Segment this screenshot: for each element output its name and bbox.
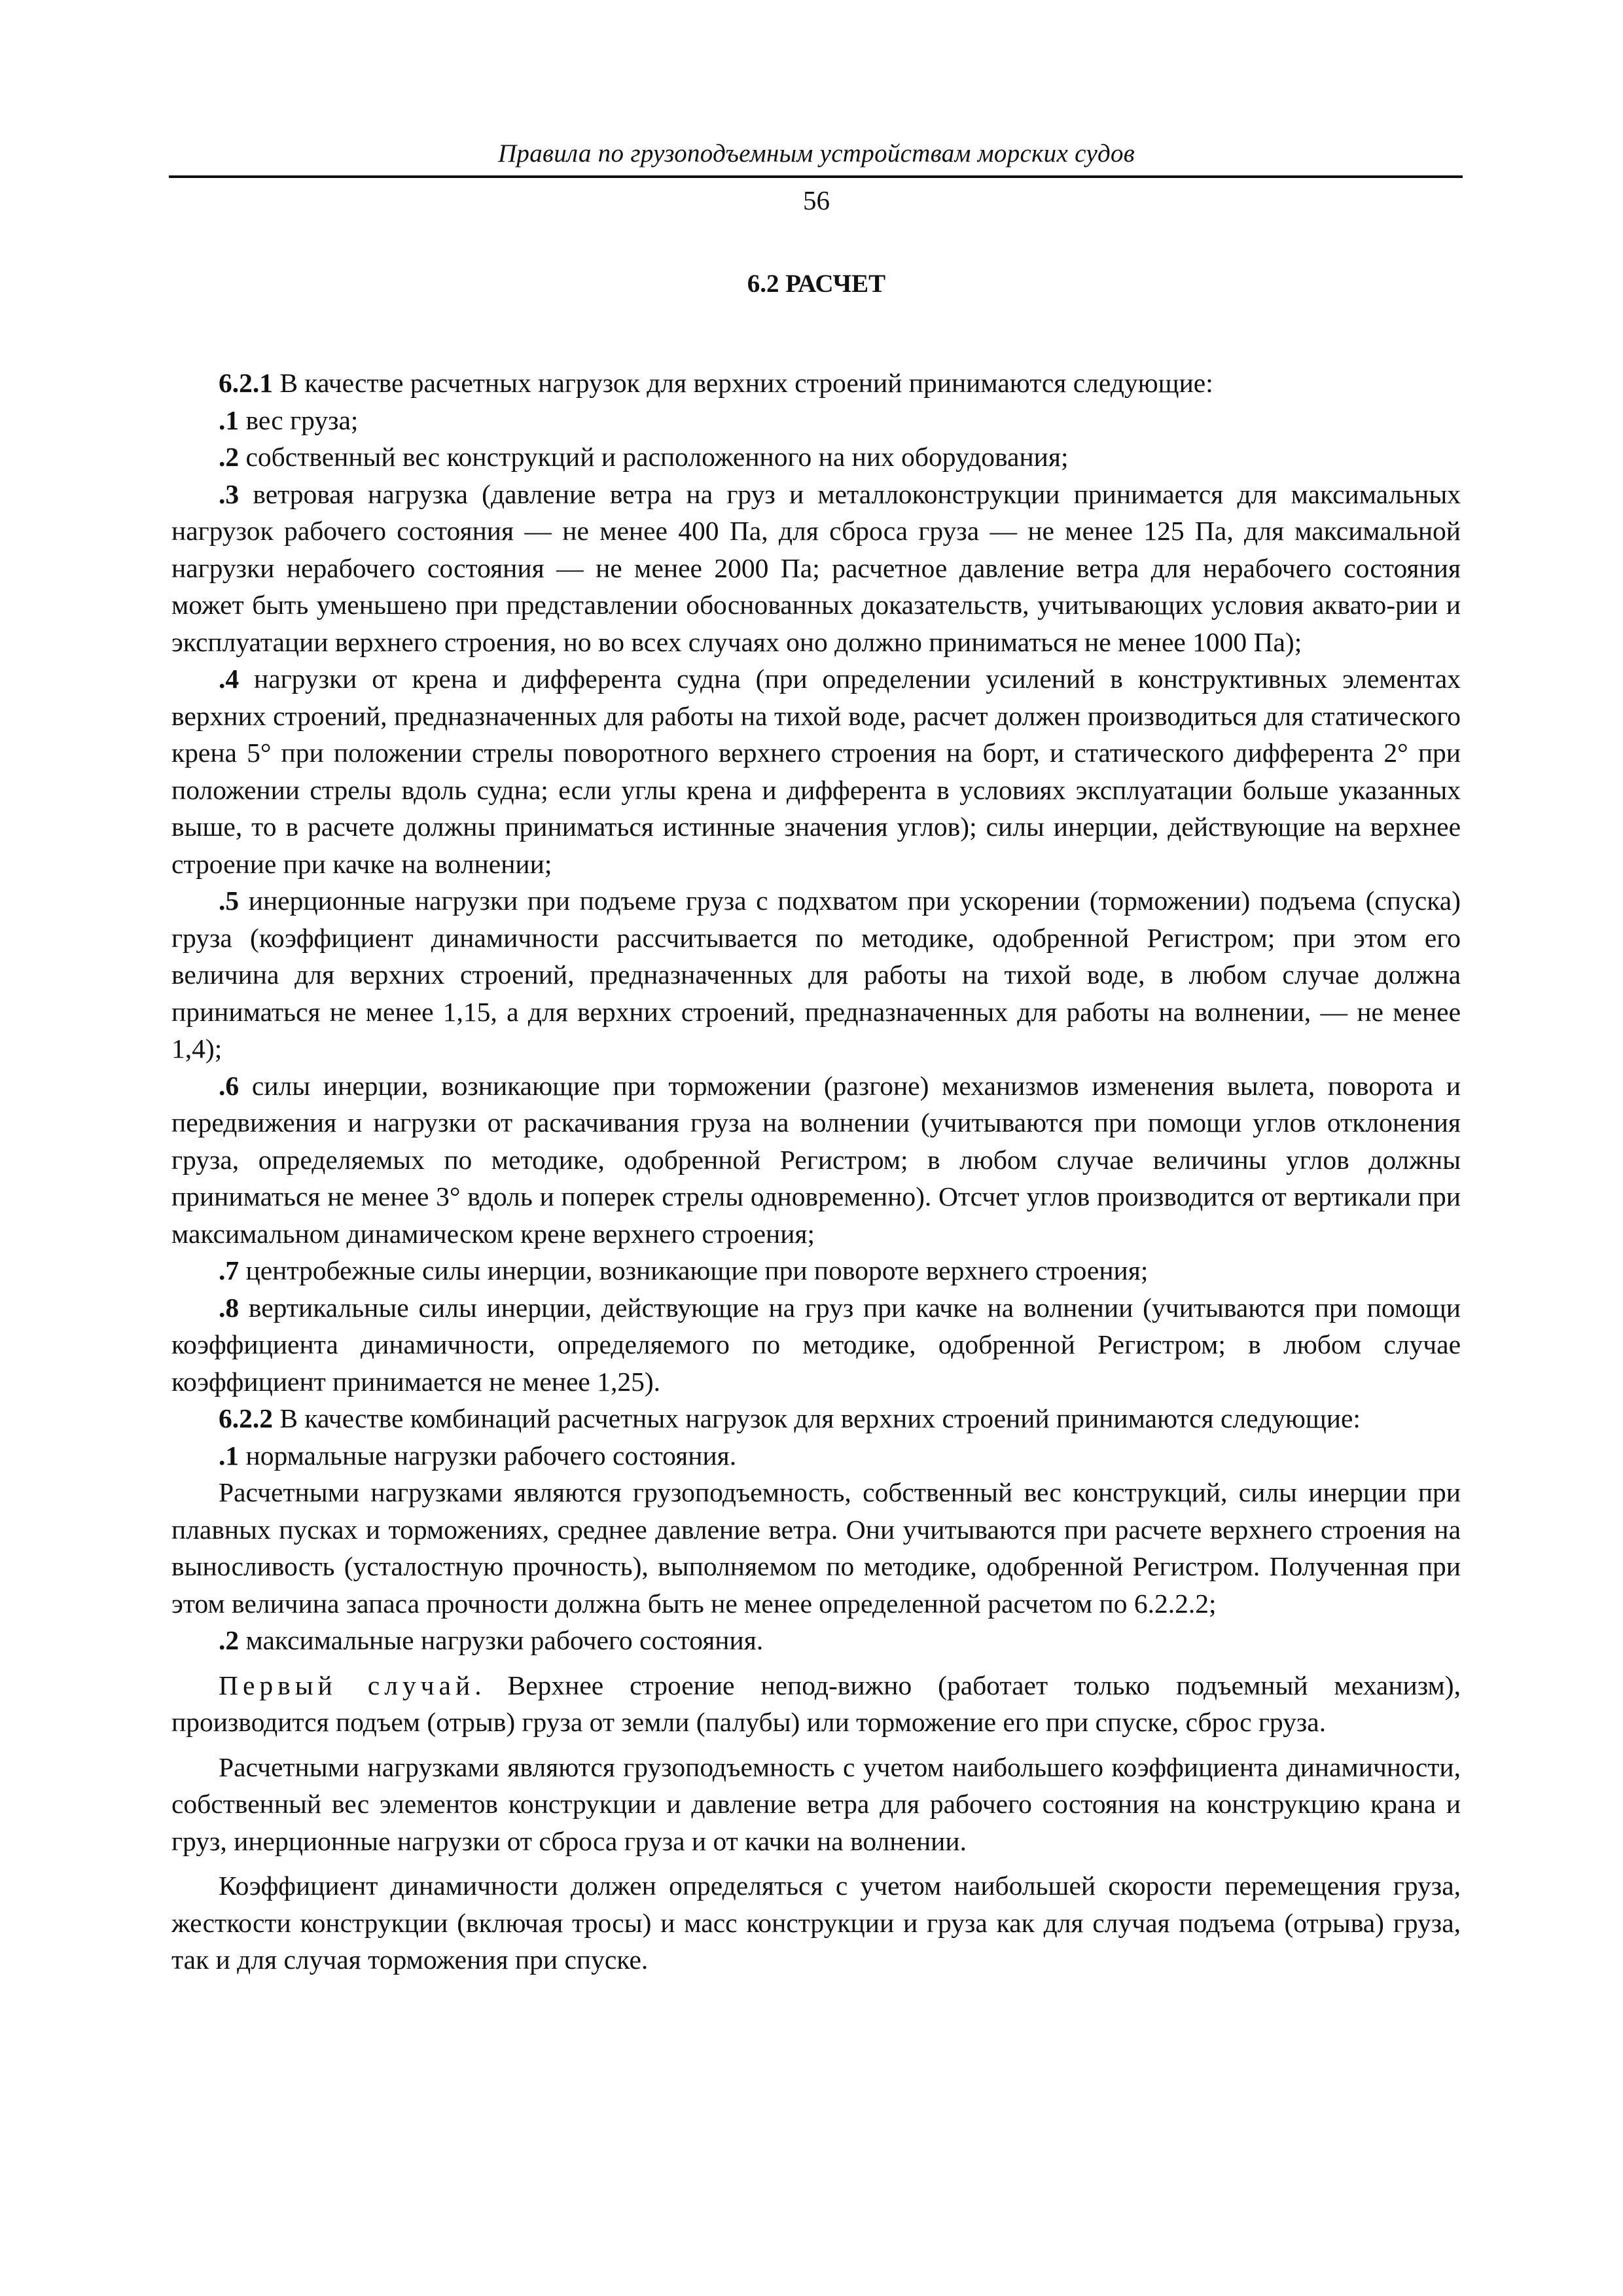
header-rule	[169, 175, 1463, 178]
paragraph-design-loads	[171, 1749, 1461, 1860]
paragraph-text: силы инерции, возникающие при торможении (разгоне) механизмов изменения вылета, поворота и передвижения и нагрузки от раскачивания груза на волнении (учитываются при помощи углов отклонения груза, определяемых по методике, одобренной Регистром; в любом случае величины углов должны приниматься не менее 3° вдоль и поперек стрелы одновременно). Отсчет углов производится от вертикали при максимальном динамическом крене верхнего строения;	[171, 1070, 1461, 1249]
paragraph-dynamic-coefficient	[171, 1867, 1461, 1979]
paragraph-text: нагрузки от крена и дифферента судна (при определении усилений в конструктивных элементах верхних строений, предназначенных для работы на тихой воде, расчет должен производиться для статического крена 5° при положении стрелы поворотного верхнего строения на борт, и статического дифферента 2° при положении стрелы вдоль судна; если углы крена и дифферента в условиях эксплуатации больше указанных выше, то в расчете должны приниматься истинные значения углов); силы инерции, действующие на верхнее строение при качке на волнении;	[171, 664, 1461, 879]
page-number: 56	[803, 185, 830, 215]
paragraph-text: вес груза;	[239, 404, 359, 435]
paragraph-text: максимальные нагрузки рабочего состояния.	[239, 1625, 764, 1655]
item-number: .1	[219, 1440, 240, 1471]
paragraph-text: собственный вес конструкций и расположенного на них оборудования;	[239, 442, 1069, 472]
case-lead: Первый случай	[219, 1670, 475, 1700]
paragraph-text: Расчетными нагрузками являются грузоподъемность с учетом наибольшего коэффициента динамичности, собственный вес элементов конструкции и давление ветра для рабочего состояния на конструкцию крана и груз, инерционные нагрузки от сброса груза и от качки на волнении.	[171, 1751, 1461, 1856]
paragraph-text: . Верхнее строение непод-вижно (работает только подъемный механизм), производится подъем (отрыв) груза от земли (палубы) или торможение его при спуске, сброс груза.	[171, 1670, 1461, 1737]
list-item-5	[171, 882, 1461, 1067]
clause-number: 6.2.2	[219, 1403, 273, 1433]
paragraph-text: ветровая нагрузка (давление ветра на груз и металлоконструкции принимается для максимальных нагрузок рабочего состояния — не менее 400 Па, для сброса груза — не менее 125 Па, для максимальной нагрузки нерабочего состояния — не менее 2000 Па; расчетное давление ветра для нерабочего состояния может быть уменьшено при представлении обоснованных доказательств, учитывающих условия аквато-рии и эксплуатации верхнего строения, но во всех случаях оно должно приниматься не менее 1000 Па);	[171, 478, 1461, 657]
combination-item-1	[171, 1437, 1461, 1475]
item-number: .3	[219, 478, 240, 509]
paragraph-text: нормальные нагрузки рабочего состояния.	[239, 1440, 737, 1471]
item-number: .4	[219, 664, 240, 694]
combination-item-2	[171, 1622, 1461, 1659]
item-number: .5	[219, 886, 240, 916]
paragraph-text: Расчетными нагрузками являются грузоподъемность, собственный вес конструкций, силы инерции при плавных пусках и торможениях, среднее давление ветра. Они учитываются при расчете верхнего строения на выносливость (усталостную прочность), выполняемом по методике, одобренной Регистром. Полученная при этом величина запаса прочности должна быть не менее определенной расчетом по 6.2.2.2;	[171, 1477, 1461, 1619]
list-item-7	[171, 1252, 1461, 1289]
item-number: .7	[219, 1255, 240, 1285]
paragraph-6-2-2	[171, 1400, 1461, 1437]
paragraph-text: В качестве комбинаций расчетных нагрузок для верхних строений принимаются следующие:	[273, 1403, 1361, 1433]
paragraph-text: Коэффициент динамичности должен определяться с учетом наибольшей скорости перемещения груза, жесткости конструкции (включая тросы) и масс конструкции и груза как для случая подъема (отрыва) груза, так и для случая торможения при спуске.	[171, 1871, 1461, 1975]
item-number: .2	[219, 1625, 240, 1655]
body-text	[171, 365, 1461, 1979]
item-number: .6	[219, 1070, 240, 1101]
list-item-3	[171, 476, 1461, 661]
paragraph-text: центробежные силы инерции, возникающие при повороте верхнего строения;	[239, 1255, 1149, 1285]
paragraph-text: вертикальные силы инерции, действующие на груз при качке на волнении (учитываются при помощи коэффициента динамичности, определяемого по методике, одобренной Регистром; в любом случае коэффициент принимается не менее 1,25).	[171, 1292, 1461, 1397]
paragraph-6-2-1	[171, 365, 1461, 402]
list-item-4	[171, 660, 1461, 882]
paragraph-first-case	[171, 1667, 1461, 1741]
list-item-2	[171, 439, 1461, 476]
item-number: .8	[219, 1292, 240, 1323]
paragraph-text: В качестве расчетных нагрузок для верхних строений принимаются следующие:	[273, 368, 1213, 398]
running-header: Правила по грузоподъемным устройствам морских судов	[497, 139, 1135, 168]
item-number: .2	[219, 442, 240, 472]
list-item-1	[171, 402, 1461, 439]
clause-number: 6.2.1	[219, 368, 273, 398]
item-number: .1	[219, 404, 240, 435]
section-title: 6.2 РАСЧЕТ	[747, 270, 886, 298]
paragraph-normal-loads	[171, 1474, 1461, 1622]
list-item-6	[171, 1067, 1461, 1253]
paragraph-text: инерционные нагрузки при подъеме груза с подхватом при ускорении (торможении) подъема (спуска) груза (коэффициент динамичности рассчитывается по методике, одобренной Регистром; при этом его величина для верхних строений, предназначенных для работы на тихой воде, в любом случае должна приниматься не менее 1,15, а для верхних строений, предназначенных для работы на волнении, — не менее 1,4);	[171, 886, 1461, 1064]
list-item-8	[171, 1289, 1461, 1401]
